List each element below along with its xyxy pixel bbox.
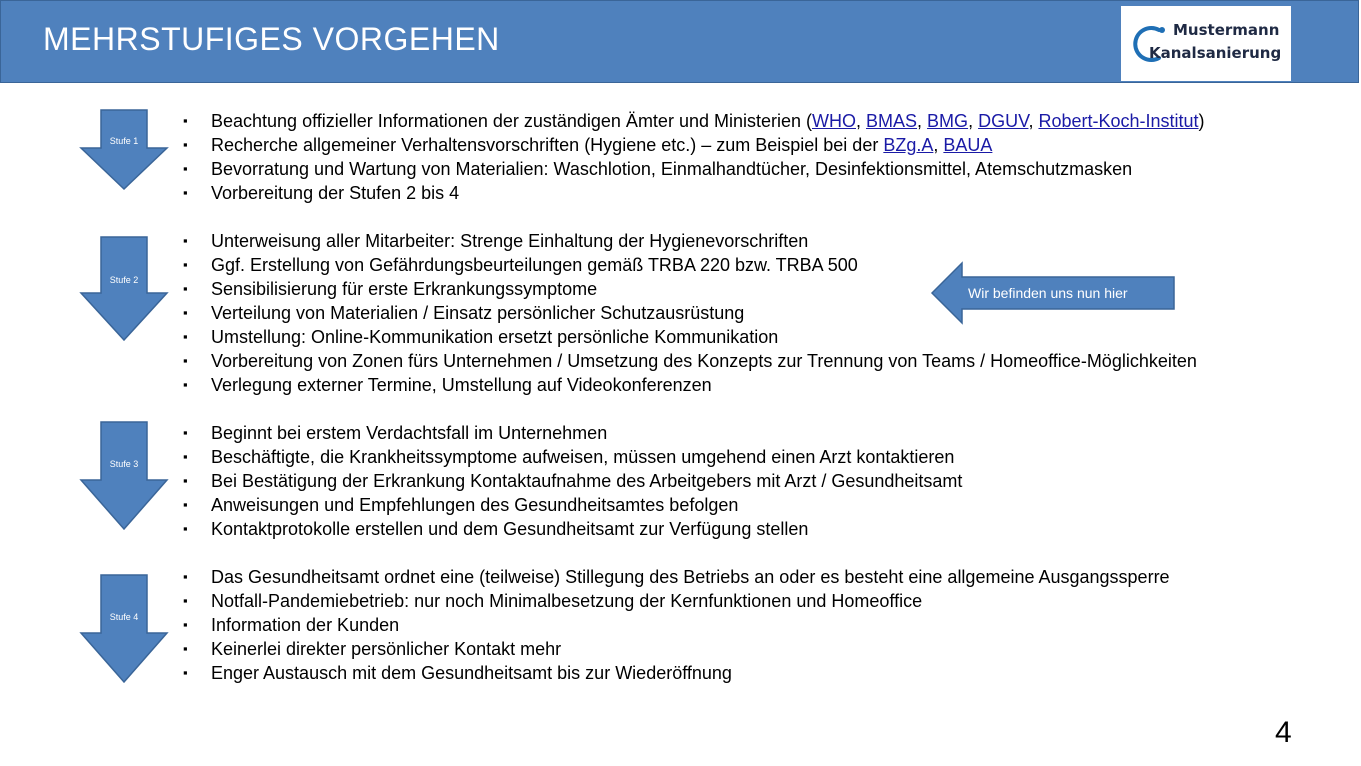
item-text: Recherche allgemeiner Verhaltensvorschriften (Hygiene etc.) – zum Beispiel bei der: [211, 135, 884, 155]
stage-list-1: [183, 109, 1205, 205]
down-arrow-icon: [78, 573, 170, 685]
down-arrow-icon: [78, 108, 170, 192]
page-number: 4: [1275, 716, 1292, 749]
logo-text-line1: Mustermann: [1173, 21, 1280, 39]
item-text: Sensibilisierung für erste Erkrankungssymptome: [211, 279, 598, 299]
item-text: Verlegung externer Termine, Umstellung auf Videokonferenzen: [211, 375, 712, 395]
list-item: [183, 109, 1205, 133]
list-item: [183, 157, 1205, 181]
logo-text-line2: Kanalsanierung: [1149, 44, 1282, 62]
item-text: ,: [968, 111, 979, 131]
item-text: Beginnt bei erstem Verdachtsfall im Unternehmen: [211, 423, 608, 443]
item-text: Bei Bestätigung der Erkrankung Kontaktaufnahme des Arbeitgebers mit Arzt / Gesundheitsamt: [211, 471, 963, 491]
item-text: Unterweisung aller Mitarbeiter: Strenge Einhaltung der Hygienevorschriften: [211, 231, 809, 251]
item-text: Ggf. Erstellung von Gefährdungsbeurteilungen gemäß TRBA 220 bzw. TRBA 500: [211, 255, 858, 275]
link-who[interactable]: WHO: [812, 111, 856, 131]
item-text: Kontaktprotokolle erstellen und dem Gesundheitsamt zur Verfügung stellen: [211, 519, 809, 539]
item-text: ,: [1028, 111, 1039, 131]
item-text: Vorbereitung der Stufen 2 bis 4: [211, 183, 460, 203]
stage-label-2: Stufe 2: [109, 275, 139, 285]
link-dguv[interactable]: DGUV: [978, 111, 1029, 131]
link-bmg[interactable]: BMG: [927, 111, 969, 131]
list-item: [183, 445, 962, 469]
stage-label-1: Stufe 1: [109, 136, 139, 146]
item-text: Beschäftigte, die Krankheitssymptome aufweisen, müssen umgehend einen Arzt kontaktieren: [211, 447, 955, 467]
company-logo: [1121, 6, 1291, 81]
stage-label-3: Stufe 3: [109, 459, 139, 469]
item-text: Enger Austausch mit dem Gesundheitsamt bis zur Wiederöffnung: [211, 663, 732, 683]
list-item: [183, 565, 1170, 589]
list-item: [183, 589, 1170, 613]
link-bmas[interactable]: BMAS: [866, 111, 918, 131]
callout-label: Wir befinden uns nun hier: [968, 285, 1128, 301]
list-item: [183, 349, 1197, 373]
item-text: ,: [933, 135, 944, 155]
list-item: [183, 637, 1170, 661]
list-item: [183, 229, 1197, 253]
link-bzg-a[interactable]: BZg.A: [883, 135, 934, 155]
item-text: Das Gesundheitsamt ordnet eine (teilweise) Stillegung des Betriebs an oder es besteht eine allgemeine Ausgangssperre: [211, 567, 1170, 587]
item-text: Verteilung von Materialien / Einsatz persönlicher Schutzausrüstung: [211, 303, 745, 323]
list-item: [183, 613, 1170, 637]
stage-arrow-4: [78, 573, 170, 685]
page-title: MEHRSTUFIGES VORGEHEN: [43, 21, 500, 57]
item-text: Notfall-Pandemiebetrieb: nur noch Minimalbesetzung der Kernfunktionen und Homeoffice: [211, 591, 923, 611]
item-text: Umstellung: Online-Kommunikation ersetzt persönliche Kommunikation: [211, 327, 779, 347]
link-robert-koch-institut[interactable]: Robert-Koch-Institut: [1038, 111, 1199, 131]
item-text: Bevorratung und Wartung von Materialien: Waschlotion, Einmalhandtücher, Desinfektionsmittel, Atemschutzmasken: [211, 159, 1133, 179]
list-item: [183, 373, 1197, 397]
item-text: ): [1198, 111, 1205, 131]
list-item: [183, 133, 1205, 157]
item-text: Anweisungen und Empfehlungen des Gesundheitsamtes befolgen: [211, 495, 739, 515]
stage-label-4: Stufe 4: [109, 612, 139, 622]
header-bar: [0, 0, 1359, 83]
item-text: ,: [917, 111, 928, 131]
stage-list-4: [183, 565, 1170, 685]
item-text: Information der Kunden: [211, 615, 400, 635]
list-item: [183, 325, 1197, 349]
item-text: Beachtung offizieller Informationen der zuständigen Ämter und Ministerien (: [211, 111, 812, 131]
list-item: [183, 469, 962, 493]
item-text: Vorbereitung von Zonen fürs Unternehmen / Umsetzung des Konzepts zur Trennung von Teams / Homeoffice-Möglichkeiten: [211, 351, 1197, 371]
link-baua[interactable]: BAUA: [943, 135, 993, 155]
stage-arrow-1: [78, 108, 170, 192]
item-text: Keinerlei direkter persönlicher Kontakt mehr: [211, 639, 562, 659]
stage-arrow-2: [78, 235, 170, 343]
down-arrow-icon: [78, 420, 170, 532]
stage-list-3: [183, 421, 962, 541]
item-text: ,: [856, 111, 867, 131]
down-arrow-icon: [78, 235, 170, 343]
list-item: [183, 517, 962, 541]
list-item: [183, 181, 1205, 205]
list-item: [183, 421, 962, 445]
list-item: [183, 493, 962, 517]
list-item: [183, 661, 1170, 685]
stage-arrow-3: [78, 420, 170, 532]
